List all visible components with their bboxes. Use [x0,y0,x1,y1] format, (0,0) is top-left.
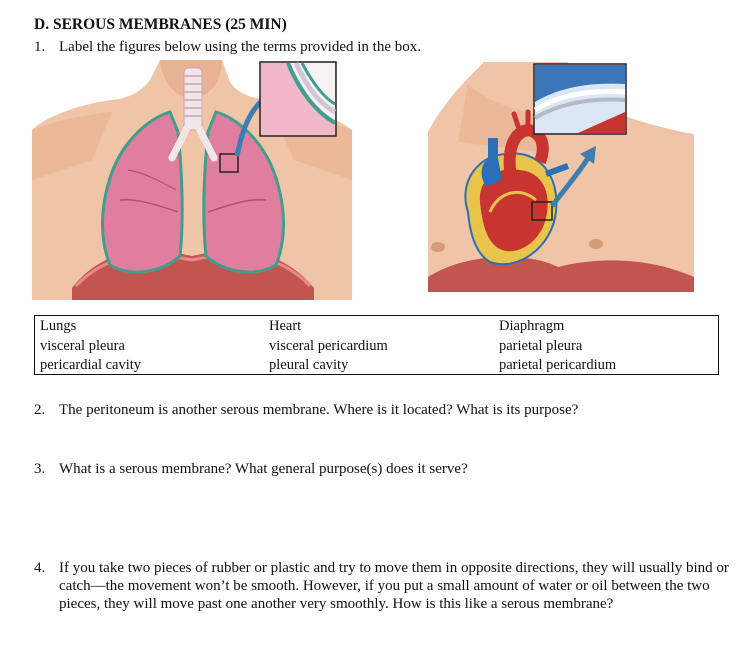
question-text: What is a serous membrane? What general purpose(s) does it serve? [59,461,468,477]
section-title: D. SEROUS MEMBRANES (25 MIN) [34,16,287,33]
lungs-thorax-figure [32,60,352,300]
term-cell: parietal pericardium [499,357,617,373]
heart-pericardium-figure [428,62,694,292]
question-number: 4. [34,560,46,576]
question-text: If you take two pieces of rubber or plastic and try to move them in opposite directions, they will usually bind or catch—the movement won’t be smooth. However, if you put a small amount of water or oil between the two pieces, they will move past one another very smoothly. How is this like a serous membrane? [59,560,729,612]
question-number: 3. [34,461,46,477]
question-text: Label the figures below using the terms provided in the box. [59,39,421,55]
term-cell: Diaphragm [499,318,565,334]
term-cell: pleural cavity [269,357,349,373]
term-cell: pericardial cavity [40,357,142,373]
term-cell: visceral pericardium [269,338,388,354]
term-cell: Heart [269,318,302,334]
term-cell: parietal pleura [499,338,583,354]
term-cell: Lungs [40,318,77,334]
question-number: 1. [34,39,46,55]
question-text: The peritoneum is another serous membrane. Where is it located? What is its purpose? [59,402,579,418]
question-number: 2. [34,402,46,418]
term-cell: visceral pleura [40,338,125,354]
terms-box [34,315,719,375]
